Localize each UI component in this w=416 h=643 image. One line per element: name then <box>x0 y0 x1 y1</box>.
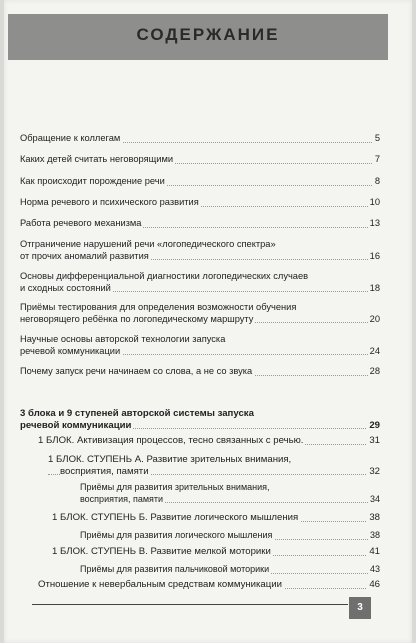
toc-entry-title: речевой коммуникации <box>20 419 132 431</box>
toc-entry <box>20 239 380 262</box>
toc-entry <box>20 271 380 294</box>
toc-entry-page: 38 <box>369 512 380 523</box>
page-title: СОДЕРЖАНИЕ <box>136 25 280 44</box>
toc-entry-page: 24 <box>369 345 380 356</box>
toc-entry-page: 46 <box>369 579 380 590</box>
toc-entry-page: 7 <box>374 154 380 164</box>
toc-entry-title: Научные основы авторской технологии запуска <box>20 334 226 344</box>
toc-entry-title: Норма речевого и психического развития <box>20 197 199 207</box>
toc-entry-page: 31 <box>369 435 380 446</box>
toc-entry-title: 1 БЛОК. СТУПЕНЬ Б. Развитие логического мышления <box>52 512 299 523</box>
toc-entry <box>80 564 380 576</box>
toc-entry-page: 43 <box>369 564 380 574</box>
toc-entry <box>80 530 380 542</box>
toc-entry-page: 34 <box>369 493 380 504</box>
toc-entry-title: 1 БЛОК. СТУПЕНЬ В. Развитие мелкой моторики <box>52 546 271 557</box>
toc-entry-page: 10 <box>369 197 380 207</box>
toc-entry-page: 29 <box>369 419 380 431</box>
toc-entry-title: Основы дифференциальной диагностики логопедических случаев <box>20 271 309 281</box>
toc-entry-title: Отношение к невербальным средствам коммуникации <box>38 579 282 590</box>
toc-entry-title: 1 БЛОК. Активизация процессов, тесно связанных с речью. <box>38 435 304 446</box>
toc-entry-title: восприятия, памяти <box>60 465 149 477</box>
toc-entry <box>20 176 380 188</box>
toc-entry <box>48 454 380 477</box>
toc-entry-page: 8 <box>374 176 380 186</box>
toc-entry-page: 20 <box>369 313 380 324</box>
toc-entry-title: Каких детей считать неговорящими <box>20 154 174 164</box>
toc-entry-title: Приёмы тестирования для определения возможности обучения <box>20 302 297 312</box>
toc-entry <box>20 197 380 209</box>
toc-entry-title: Почему запуск речи начинаем со слова, а не со звука <box>20 366 253 376</box>
toc-entry <box>38 435 380 447</box>
toc-entry-title: Как происходит порождение речи <box>20 176 165 186</box>
toc-entry-title: Работа речевого механизма <box>20 218 142 228</box>
toc-entry-title: Отграничение нарушений речи «логопедического спектра» <box>20 239 276 249</box>
toc-entry-page: 13 <box>369 218 380 228</box>
toc-entry <box>20 154 380 166</box>
toc-entry-title: Приёмы для развития логического мышления <box>80 530 273 540</box>
page-number: 3 <box>349 597 371 619</box>
toc-entry <box>52 546 380 558</box>
toc-entry-title: восприятия, памяти <box>80 493 164 504</box>
toc-entry-page: 16 <box>369 250 380 261</box>
toc-entry-page: 32 <box>369 465 380 477</box>
toc-entry <box>20 302 380 325</box>
toc-entry <box>20 366 380 378</box>
toc-entry-title: 3 блока и 9 ступеней авторской системы запуска <box>20 408 254 419</box>
toc-entry-title: речевой коммуникации <box>20 345 121 356</box>
toc-entry-page: 5 <box>374 133 380 143</box>
toc-entry-page: 18 <box>369 282 380 293</box>
toc-section-entry <box>20 408 380 431</box>
toc-entry-title: и сходных состояний <box>20 282 111 293</box>
footer-rule <box>32 604 348 605</box>
toc-entry-page: 41 <box>369 546 380 557</box>
toc-entry <box>52 512 380 524</box>
toc-entry-title: 1 БЛОК. СТУПЕНЬ А. Развитие зрительных внимания, <box>48 454 292 465</box>
toc-entry <box>80 482 380 505</box>
toc-entry <box>20 133 380 145</box>
toc-entry-title: Приёмы для развития зрительных внимания, <box>80 482 270 492</box>
toc-entry-page: 28 <box>369 366 380 376</box>
toc-entry-title: Приёмы для развития пальчиковой моторики <box>80 564 270 574</box>
book-page <box>4 0 412 643</box>
toc-entry <box>38 579 380 591</box>
toc-entry-title: Обращение к коллегам <box>20 133 121 143</box>
toc-entry-title: от прочих аномалий развития <box>20 250 149 261</box>
toc-entry <box>20 218 380 230</box>
table-of-contents <box>4 0 412 643</box>
toc-entry-page: 38 <box>369 530 380 540</box>
toc-entry <box>20 334 380 357</box>
toc-entry-title: неговорящего ребёнка по логопедическому маршруту <box>20 313 254 324</box>
